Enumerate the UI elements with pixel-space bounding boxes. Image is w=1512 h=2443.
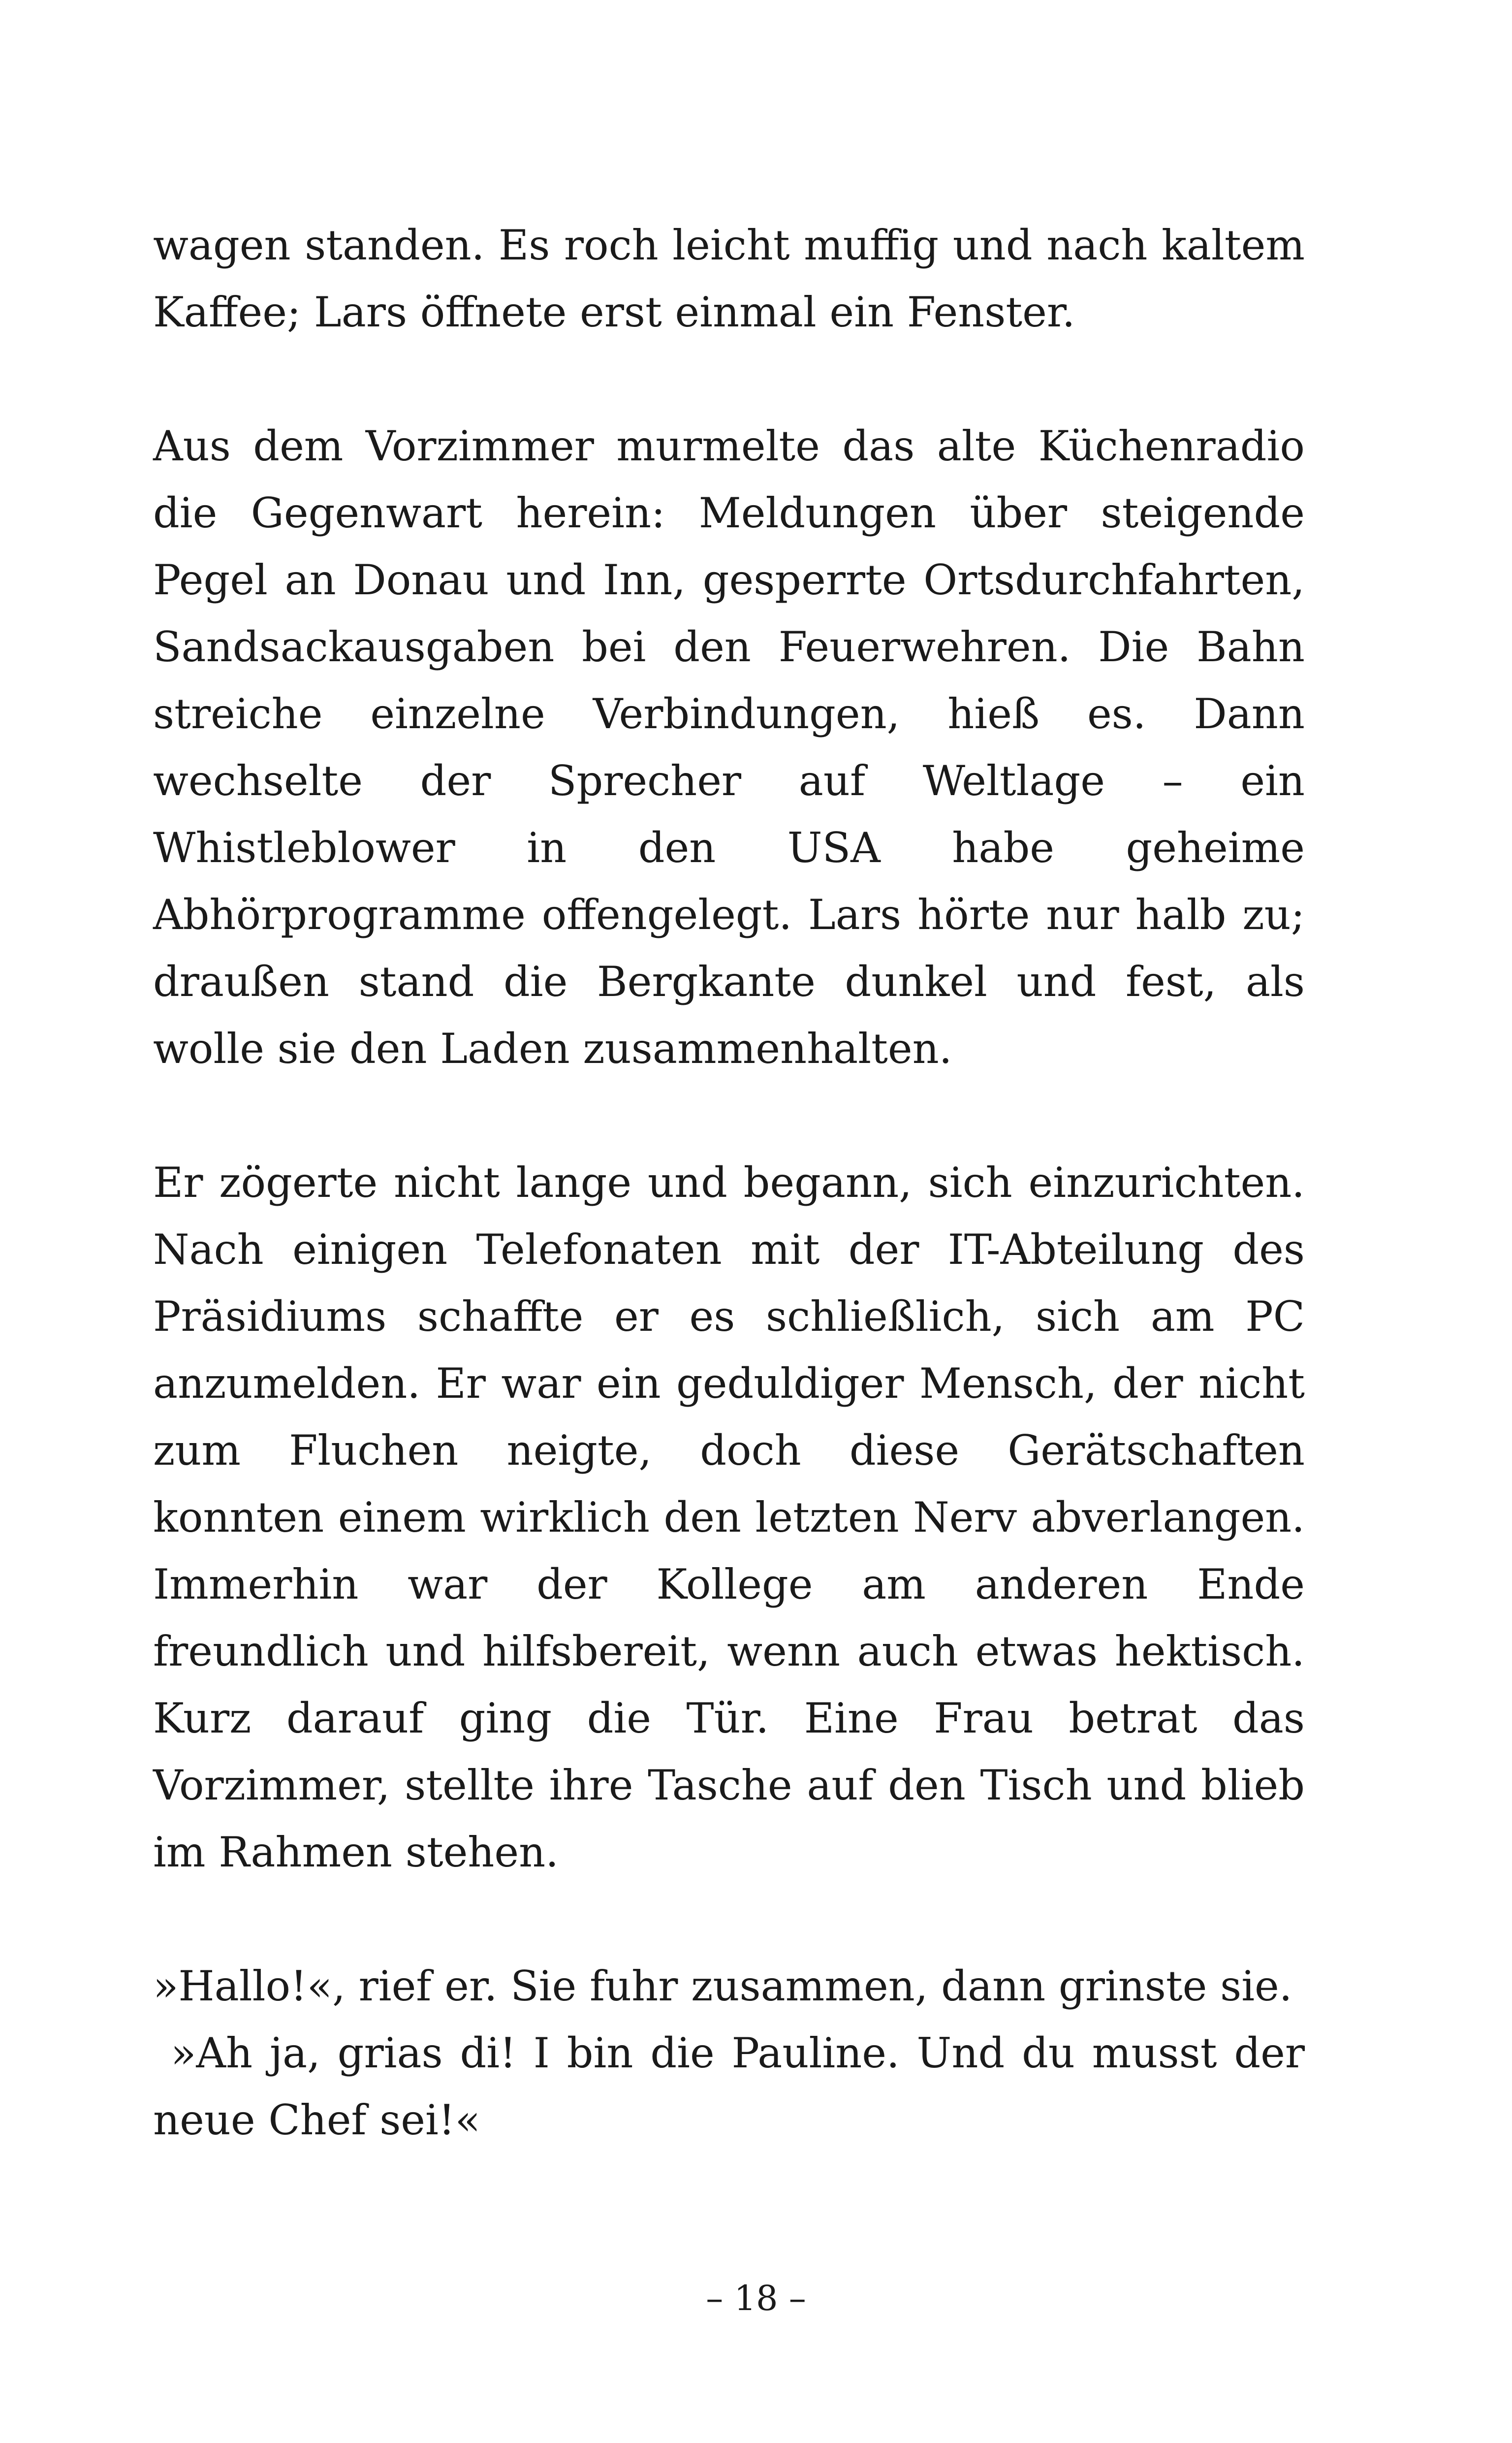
page-number: – 18 –	[706, 2278, 806, 2318]
paragraph-4: »Hallo!«, rief er. Sie fuhr zusammen, dann grinste sie.	[153, 1962, 1292, 2010]
body-text	[153, 212, 1305, 2154]
paragraph-3: Er zögerte nicht lange und begann, sich einzurichten. Nach einigen Telefonaten mit der IT-Abteilung des Präsidiums schaffte er es schließlich, sich am PC anzumelden. Er war ein geduldiger Mensch, der nicht zum Fluchen neigte, doch diese Gerätschaften konnten einem wirklich den letzten Nerv abverlangen. Immerhin war der Kollege am anderen Ende freundlich und hilfsbereit, wenn auch etwas hektisch. Kurz darauf ging die Tür. Eine Frau betrat das Vorzimmer, stellte ihre Tasche auf den Tisch und blieb im Rahmen stehen.	[153, 1158, 1305, 1876]
paragraph-5: »Ah ja, grias di! I bin die Pauline. Und du musst der neue Chef sei!«	[153, 2029, 1305, 2144]
paragraph-2: Aus dem Vorzimmer murmelte das alte Küchenradio die Gegenwart herein: Meldungen über steigende Pegel an Donau und Inn, gesperrte Ortsdurchfahrten, Sandsackausgaben bei den Feuerwehren. Die Bahn streiche einzelne Verbindungen, hieß es. Dann wechselte der Sprecher auf Weltlage – ein Whistleblower in den USA habe geheime Abhörprogramme offengelegt. Lars hörte nur halb zu; draußen stand die Bergkante dunkel und fest, als wolle sie den Laden zusammenhalten.	[153, 422, 1305, 1073]
paragraph-1: wagen standen. Es roch leicht muffig und nach kaltem Kaffee; Lars öffnete erst einmal ein Fenster.	[153, 221, 1305, 336]
